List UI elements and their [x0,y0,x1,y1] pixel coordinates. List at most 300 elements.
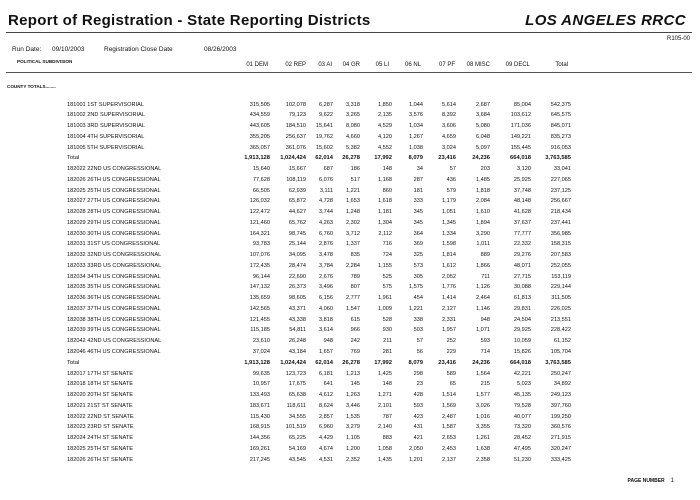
cell-value: 4,612 [319,392,333,399]
cell-value: 218,434 [550,209,571,216]
column-header: Total [555,62,568,68]
cell-value: 22,690 [288,273,306,280]
cell-value: 3,290 [476,230,490,237]
cell-value: 242 [350,338,360,345]
column-header: 03 AI [318,62,332,68]
cell-value: 41,628 [513,209,531,216]
cell-value: 186 [350,166,360,173]
close-date-label: Registration Close Date [104,46,173,53]
cell-value: 237,441 [550,219,571,226]
table-row [0,446,700,456]
cell-value: 769 [350,348,360,355]
cell-value: 33,041 [553,166,571,173]
cell-value: 2,487 [442,413,456,420]
cell-value: 338 [413,316,423,323]
cell-value: 916,053 [550,144,571,151]
cell-value: 2,453 [442,445,456,452]
cell-value: 423 [413,413,423,420]
row-label: 182026 26TH US CONGRESSIONAL [67,176,161,183]
row-label: 182031 31ST US CONGRESSIONAL [67,241,161,248]
cell-value: 2,687 [476,101,490,108]
cell-value: 3,478 [319,252,333,259]
cell-value: 3,712 [346,230,360,237]
cell-value: 2,140 [378,424,392,431]
row-label: 182030 30TH US CONGRESSIONAL [67,230,161,237]
cell-value: 1,818 [476,187,490,194]
cell-value: 30,088 [513,284,531,291]
row-label: 181004 4TH SUPERVISORIAL [67,133,145,140]
cell-value: 23,416 [438,155,456,162]
cell-value: 360,576 [550,424,571,431]
cell-value: 4,531 [319,456,333,463]
cell-value: 1,850 [378,101,392,108]
cell-value: 2,653 [442,435,456,442]
cell-value: 1,179 [442,198,456,205]
cell-value: 252,055 [550,262,571,269]
cell-value: 142,565 [249,305,270,312]
table-row [0,263,700,273]
cell-value: 217,245 [249,456,270,463]
cell-value: 1,776 [442,284,456,291]
cell-value: 1,587 [442,424,456,431]
cell-value: 1,638 [476,445,490,452]
cell-value: 1,414 [442,295,456,302]
cell-value: 135,659 [249,295,270,302]
cell-value: 3,355 [476,424,490,431]
cell-value: 3,318 [346,101,360,108]
cell-value: 1,564 [476,370,490,377]
cell-value: 62,014 [315,359,333,366]
cell-value: 1,866 [476,262,490,269]
cell-value: 1,155 [378,262,392,269]
cell-value: 26,248 [288,338,306,345]
cell-value: 1,181 [378,209,392,216]
cell-value: 1,024,424 [280,359,306,366]
cell-value: 15,826 [513,348,531,355]
cell-value: 203 [480,166,490,173]
cell-value: 1,577 [476,392,490,399]
run-date: 09/10/2003 [52,46,85,53]
cell-value: 397,760 [550,402,571,409]
row-label: 182022 22ND US CONGRESSIONAL [67,166,162,173]
cell-value: 62,014 [315,155,333,162]
cell-value: 361,076 [285,144,306,151]
page-number [628,478,674,484]
cell-value: 6,960 [319,424,333,431]
cell-value: 1,618 [378,198,392,205]
cell-value: 1,200 [346,445,360,452]
cell-value: 148 [382,166,392,173]
cell-value: 2,857 [319,413,333,420]
cell-value: 118,611 [286,402,306,409]
cell-value: 1,146 [476,305,490,312]
cell-value: 2,101 [378,402,392,409]
cell-value: 3,120 [517,166,531,173]
cell-value: 2,052 [442,273,456,280]
cell-value: 8,392 [442,112,456,119]
cell-value: 107,076 [249,252,270,259]
row-label: 181003 3RD SUPERVISORIAL [67,123,145,130]
cell-value: 29,831 [513,305,531,312]
cell-value: 93,783 [252,241,270,248]
cell-value: 2,464 [476,295,490,302]
cell-value: 153,119 [551,273,571,280]
cell-value: 108,119 [286,176,306,183]
cell-value: 1,598 [442,241,456,248]
cell-value: 431 [413,424,423,431]
cell-value: 122,472 [249,209,270,216]
row-label: 182038 38TH US CONGRESSIONAL [67,316,161,323]
cell-value: 79,528 [513,402,531,409]
cell-value: 57 [449,166,456,173]
cell-value: 1,345 [442,219,456,226]
cell-value: 1,168 [378,176,392,183]
column-header: 07 PF [438,62,455,68]
cell-value: 99,635 [252,370,270,377]
row-label: 182042 42ND US CONGRESSIONAL [67,338,162,345]
cell-value: 103,612 [510,112,531,119]
column-header: 09 DECL [505,62,530,68]
cell-value: 34,892 [553,381,571,388]
cell-value: 664,018 [510,155,531,162]
cell-value: 1,034 [409,123,423,130]
cell-value: 333 [413,198,423,205]
column-header: 08 MISC [466,62,490,68]
cell-value: 4,429 [319,435,333,442]
cell-value: 47,495 [513,445,531,452]
cell-value: 1,657 [319,348,333,355]
cell-value: 8,079 [408,359,423,366]
table-row [0,274,700,284]
cell-value: 579 [446,187,456,194]
table-row [0,284,700,294]
row-label: Total [67,359,80,366]
cell-value: 1,894 [476,219,490,226]
cell-value: 3,684 [476,112,490,119]
cell-value: 115,185 [250,327,270,334]
cell-value: 10,957 [252,381,270,388]
cell-value: 227,065 [550,176,571,183]
table-row [0,145,700,155]
table-row [0,209,700,219]
cell-value: 77,628 [252,176,270,183]
cell-value: 2,777 [346,295,360,302]
cell-value: 807 [350,284,360,291]
cell-value: 369 [413,241,423,248]
cell-value: 5,023 [517,381,531,388]
cell-value: 256,637 [285,133,306,140]
cell-value: 575 [382,284,392,291]
cell-value: 169,261 [249,445,270,452]
cell-value: 271,915 [550,435,571,442]
table-row [0,166,700,176]
cell-value: 252 [446,338,456,345]
cell-value: 454 [413,295,423,302]
row-label: 182035 35TH US CONGRESSIONAL [67,284,161,291]
row-label: 182034 34TH US CONGRESSIONAL [67,273,161,280]
table-row [0,134,700,144]
cell-value: 434,559 [249,112,270,119]
cell-value: 65,638 [288,392,306,399]
cell-value: 145 [350,381,360,388]
column-header-rule [6,72,692,73]
cell-value: 25,925 [513,176,531,183]
cell-value: 56 [416,348,423,355]
close-date: 08/26/2003 [204,46,237,53]
cell-value: 168,915 [249,424,270,431]
cell-value: 3,744 [319,209,333,216]
cell-value: 305 [413,273,423,280]
table-row [0,371,700,381]
cell-value: 105,704 [550,348,571,355]
cell-value: 23,416 [438,359,456,366]
cell-value: 2,331 [442,316,456,323]
table-row [0,317,700,327]
cell-value: 1,213 [346,370,360,377]
cell-value: 211 [383,338,392,345]
cell-value: 645,575 [550,112,571,119]
table-row [0,403,700,413]
cell-value: 4,660 [346,133,360,140]
cell-value: 1,957 [442,327,456,334]
column-header: 06 NL [404,62,421,68]
cell-value: 29,276 [513,252,531,259]
cell-value: 1,425 [378,370,392,377]
cell-value: 421 [413,435,423,442]
cell-value: 45,135 [513,392,531,399]
cell-value: 1,038 [409,144,423,151]
cell-value: 37,637 [513,219,531,226]
table-row [0,392,700,402]
cell-value: 65 [449,381,456,388]
column-header: 01 DEM [246,62,268,68]
table-row [0,177,700,187]
cell-value: 44,627 [288,209,306,216]
total-row [0,360,700,370]
cell-value: 4,552 [378,144,392,151]
cell-value: 6,048 [476,133,490,140]
cell-value: 1,221 [409,305,423,312]
row-label: 182025 25TH US CONGRESSIONAL [67,187,161,194]
cell-value: 26,278 [342,155,360,162]
cell-value: 1,535 [346,413,360,420]
cell-value: 213,551 [550,316,571,323]
row-label: 182023 23RD ST SENATE [67,424,134,431]
cell-value: 98,745 [288,230,306,237]
cell-value: 593 [413,402,423,409]
cell-value: 164,321 [249,230,270,237]
cell-value: 930 [382,327,392,334]
table-row [0,457,700,467]
cell-value: 1,913,128 [244,155,270,162]
cell-value: 66,505 [252,187,270,194]
cell-value: 3,265 [346,112,360,119]
cell-value: 102,078 [285,101,306,108]
cell-value: 3,763,585 [545,155,571,162]
cell-value: 4,120 [378,133,392,140]
row-label: 182020 20TH ST SENATE [67,392,134,399]
cell-value: 237,125 [550,187,571,194]
cell-value: 34 [416,166,423,173]
cell-value: 2,302 [346,219,360,226]
row-label: 182039 39TH US CONGRESSIONAL [67,327,161,334]
cell-value: 15,641 [315,123,333,130]
cell-value: 1,653 [346,198,360,205]
cell-value: 8,624 [319,402,333,409]
cell-value: 298 [413,370,423,377]
cell-value: 345 [413,219,423,226]
cell-value: 9,622 [319,112,333,119]
cell-value: 8,080 [346,123,360,130]
table-row [0,414,700,424]
cell-value: 54,169 [288,445,306,452]
table-row [0,198,700,208]
cell-value: 1,071 [476,327,490,334]
cell-value: 229 [446,348,456,355]
cell-value: 199,250 [550,413,571,420]
cell-value: 3,606 [442,123,456,130]
cell-value: 15,640 [252,166,270,173]
row-label: 182036 36TH US CONGRESSIONAL [67,295,161,302]
cell-value: 29,925 [513,327,531,334]
cell-value: 4,529 [378,123,392,130]
table-row [0,231,700,241]
cell-value: 61,813 [513,295,531,302]
cell-value: 641 [323,381,333,388]
cell-value: 345 [413,209,423,216]
cell-value: 149,221 [510,133,531,140]
cell-value: 27,715 [513,273,531,280]
cell-value: 3,496 [319,284,333,291]
cell-value: 3,614 [319,327,333,334]
cell-value: 96,144 [252,273,270,280]
cell-value: 207,583 [550,252,571,259]
cell-value: 517 [350,176,360,183]
cell-value: 8,079 [408,155,423,162]
row-label: 182017 17TH ST SENATE [67,370,134,377]
cell-value: 61,152 [553,338,571,345]
cell-value: 22,332 [513,241,531,248]
cell-value: 43,338 [288,316,306,323]
cell-value: 1,267 [409,133,423,140]
cell-value: 1,569 [442,402,456,409]
cell-value: 133,493 [249,392,270,399]
page-number-value: 1 [670,478,674,484]
cell-value: 98,605 [288,295,306,302]
row-label: 181001 1ST SUPERVISORIAL [67,101,144,108]
cell-value: 948 [480,316,490,323]
cell-value: 6,181 [319,370,333,377]
cell-value: 320,247 [550,445,571,452]
cell-value: 589 [446,370,456,377]
cell-value: 1,435 [378,456,392,463]
row-label: 181005 5TH SUPERVISORIAL [67,144,145,151]
table-row [0,252,700,262]
cell-value: 24,504 [513,316,531,323]
cell-value: 34,555 [288,413,306,420]
cell-value: 1,051 [442,209,456,216]
cell-value: 835 [350,252,360,259]
county-name: LOS ANGELES RRCC [525,12,686,29]
cell-value: 1,961 [378,295,392,302]
cell-value: 724 [382,252,392,259]
page-number-label: PAGE NUMBER [627,478,665,484]
cell-value: 3,576 [409,112,423,119]
cell-value: 315,505 [249,101,270,108]
cell-value: 172,435 [249,262,270,269]
cell-value: 228,422 [550,327,571,334]
cell-value: 687 [323,166,333,173]
cell-value: 3,024 [442,144,456,151]
cell-value: 883 [382,435,392,442]
cell-value: 1,263 [346,392,360,399]
cell-value: 525 [382,273,392,280]
cell-value: 716 [382,241,392,248]
cell-value: 183,671 [249,402,270,409]
cell-value: 1,248 [346,209,360,216]
cell-value: 573 [413,262,423,269]
cell-value: 229,144 [550,284,571,291]
cell-value: 57 [416,338,423,345]
cell-value: 256,667 [550,198,571,205]
cell-value: 593 [480,338,490,345]
cell-value: 144,356 [249,435,270,442]
cell-value: 250,247 [550,370,571,377]
cell-value: 787 [382,413,392,420]
cell-value: 3,446 [346,402,360,409]
cell-value: 6,760 [319,230,333,237]
cell-value: 4,263 [319,219,333,226]
cell-value: 3,763,585 [545,359,571,366]
cell-value: 6,076 [319,176,333,183]
row-label: 182022 22ND ST SENATE [67,413,134,420]
header-rule [6,32,692,33]
cell-value: 1,334 [442,230,456,237]
cell-value: 2,050 [409,445,423,452]
cell-value: 158,315 [550,241,571,248]
cell-value: 40,077 [513,413,531,420]
cell-value: 3,279 [346,424,360,431]
cell-value: 48,071 [513,262,531,269]
cell-value: 355,205 [249,133,270,140]
table-row [0,102,700,112]
row-label: 182027 27TH US CONGRESSIONAL [67,198,161,205]
cell-value: 215 [480,381,490,388]
cell-value: 714 [480,348,490,355]
cell-value: 43,545 [288,456,306,463]
cell-value: 5,080 [476,123,490,130]
cell-value: 364 [413,230,423,237]
cell-value: 85,004 [513,101,531,108]
cell-value: 664,018 [510,359,531,366]
cell-value: 1,126 [476,284,490,291]
cell-value: 3,784 [319,262,333,269]
cell-value: 6,287 [319,101,333,108]
cell-value: 24,236 [472,155,490,162]
cell-value: 28,452 [513,435,531,442]
cell-value: 281 [382,348,392,355]
table-row [0,241,700,251]
table-row [0,188,700,198]
cell-value: 226,025 [550,305,571,312]
cell-value: 34,095 [288,252,306,259]
cell-value: 181 [413,187,423,194]
cell-value: 3,818 [319,316,333,323]
county-totals-label: COUNTY TOTALS........ [7,84,56,89]
cell-value: 171,036 [510,123,531,130]
table-row [0,123,700,133]
cell-value: 155,445 [510,144,531,151]
